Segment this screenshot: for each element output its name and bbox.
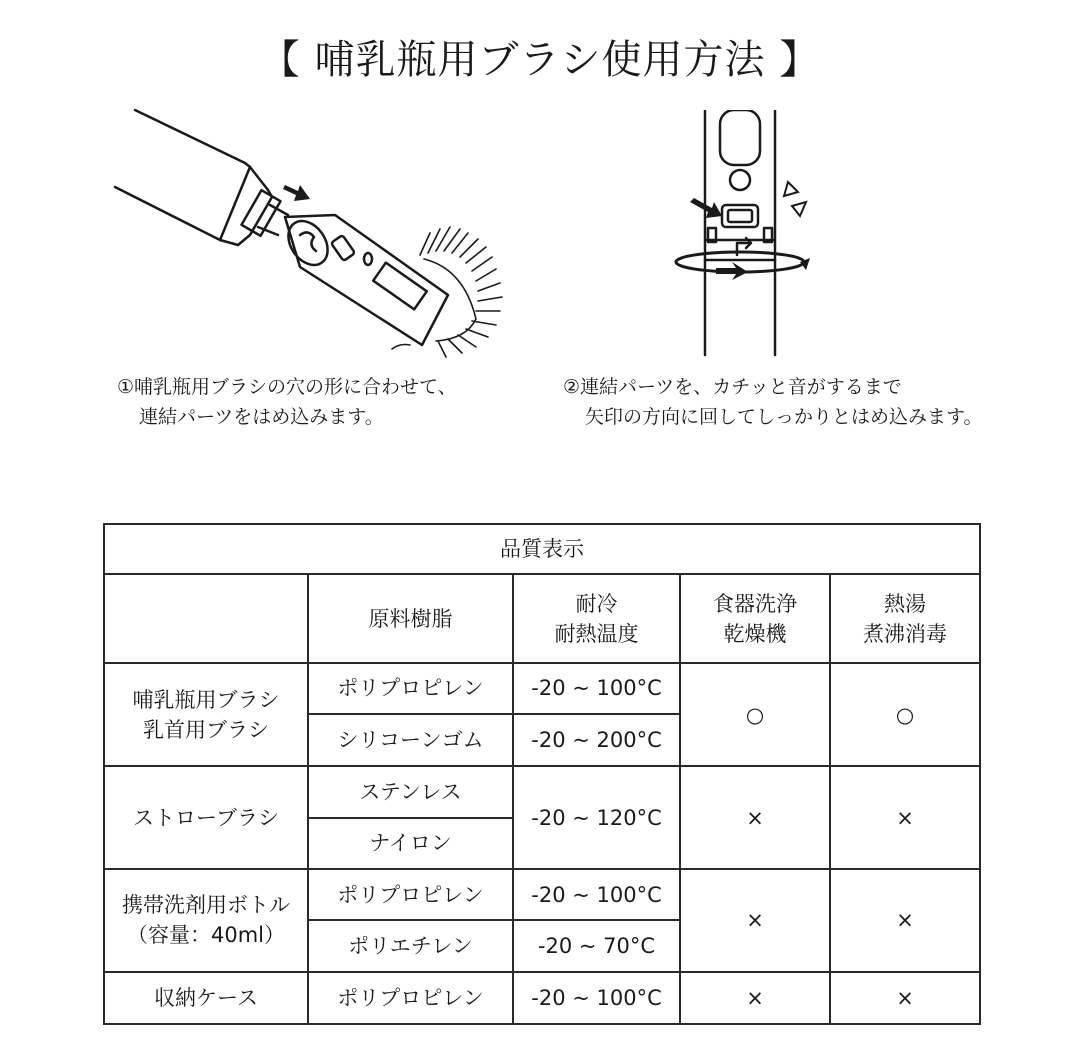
- header-temperature-line2: 耐熱温度: [554, 621, 639, 646]
- dishwasher-cell: ×: [680, 869, 830, 972]
- material-cell: ポリエチレン: [308, 920, 513, 971]
- product-cell: ストローブラシ: [104, 766, 308, 869]
- header-dishwasher-line2: 乾燥機: [723, 621, 787, 646]
- boiling-cell: ○: [830, 663, 980, 767]
- header-temperature: [513, 574, 680, 663]
- boiling-cell: ×: [830, 972, 980, 1024]
- header-boiling: [830, 574, 980, 663]
- material-cell: ポリプロピレン: [308, 869, 513, 920]
- step2-illustration: [660, 110, 820, 360]
- product-name-line2: （容量：40ml）: [126, 923, 285, 948]
- material-cell: ポリプロピレン: [308, 972, 513, 1024]
- step1-illustration: [110, 105, 520, 365]
- material-cell: ステンレス: [308, 766, 513, 817]
- header-dishwasher: [680, 574, 830, 663]
- header-empty: [104, 574, 308, 663]
- step1-line2: 連結パーツをはめ込みます。: [139, 406, 384, 428]
- step2-line2: 矢印の方向に回してしっかりとはめ込みます。: [585, 406, 983, 428]
- boiling-cell: ×: [830, 766, 980, 869]
- material-cell: シリコーンゴム: [308, 714, 513, 766]
- page-title: 【 哺乳瓶用ブラシ使用方法 】: [259, 37, 821, 83]
- temperature-cell: -20 ~ 200°C: [513, 714, 680, 766]
- product-cell: [104, 869, 308, 972]
- header-boiling-line2: 煮沸消毒: [863, 621, 948, 646]
- product-name-line1: 携帯洗剤用ボトル: [122, 893, 290, 918]
- dishwasher-cell: ×: [680, 766, 830, 869]
- step2-caption: [563, 372, 982, 432]
- dishwasher-cell: ×: [680, 972, 830, 1024]
- product-cell: 収納ケース: [104, 972, 308, 1024]
- header-boiling-line1: 熱湯: [884, 591, 927, 616]
- material-cell: ナイロン: [308, 818, 513, 869]
- product-name-line2: 乳首用ブラシ: [143, 717, 269, 742]
- temperature-cell: -20 ~ 120°C: [513, 766, 680, 869]
- temperature-cell: -20 ~ 100°C: [513, 972, 680, 1024]
- product-name-line1: 哺乳瓶用ブラシ: [132, 687, 280, 712]
- material-cell: ポリプロピレン: [308, 663, 513, 714]
- table-caption: 品質表示: [104, 524, 980, 574]
- header-temperature-line1: 耐冷: [575, 591, 618, 616]
- temperature-cell: -20 ~ 100°C: [513, 869, 680, 920]
- quality-table: [103, 523, 981, 1025]
- step1-caption: [117, 372, 457, 432]
- product-cell: [104, 663, 308, 767]
- boiling-cell: ×: [830, 869, 980, 972]
- header-material: 原料樹脂: [308, 574, 513, 663]
- dishwasher-cell: ○: [680, 663, 830, 767]
- step2-line1: ②連結パーツを、カチッと音がするまで: [563, 376, 902, 398]
- step1-line1: ①哺乳瓶用ブラシの穴の形に合わせて、: [117, 376, 457, 398]
- header-dishwasher-line1: 食器洗浄: [713, 591, 797, 616]
- temperature-cell: -20 ~ 70°C: [513, 920, 680, 971]
- temperature-cell: -20 ~ 100°C: [513, 663, 680, 714]
